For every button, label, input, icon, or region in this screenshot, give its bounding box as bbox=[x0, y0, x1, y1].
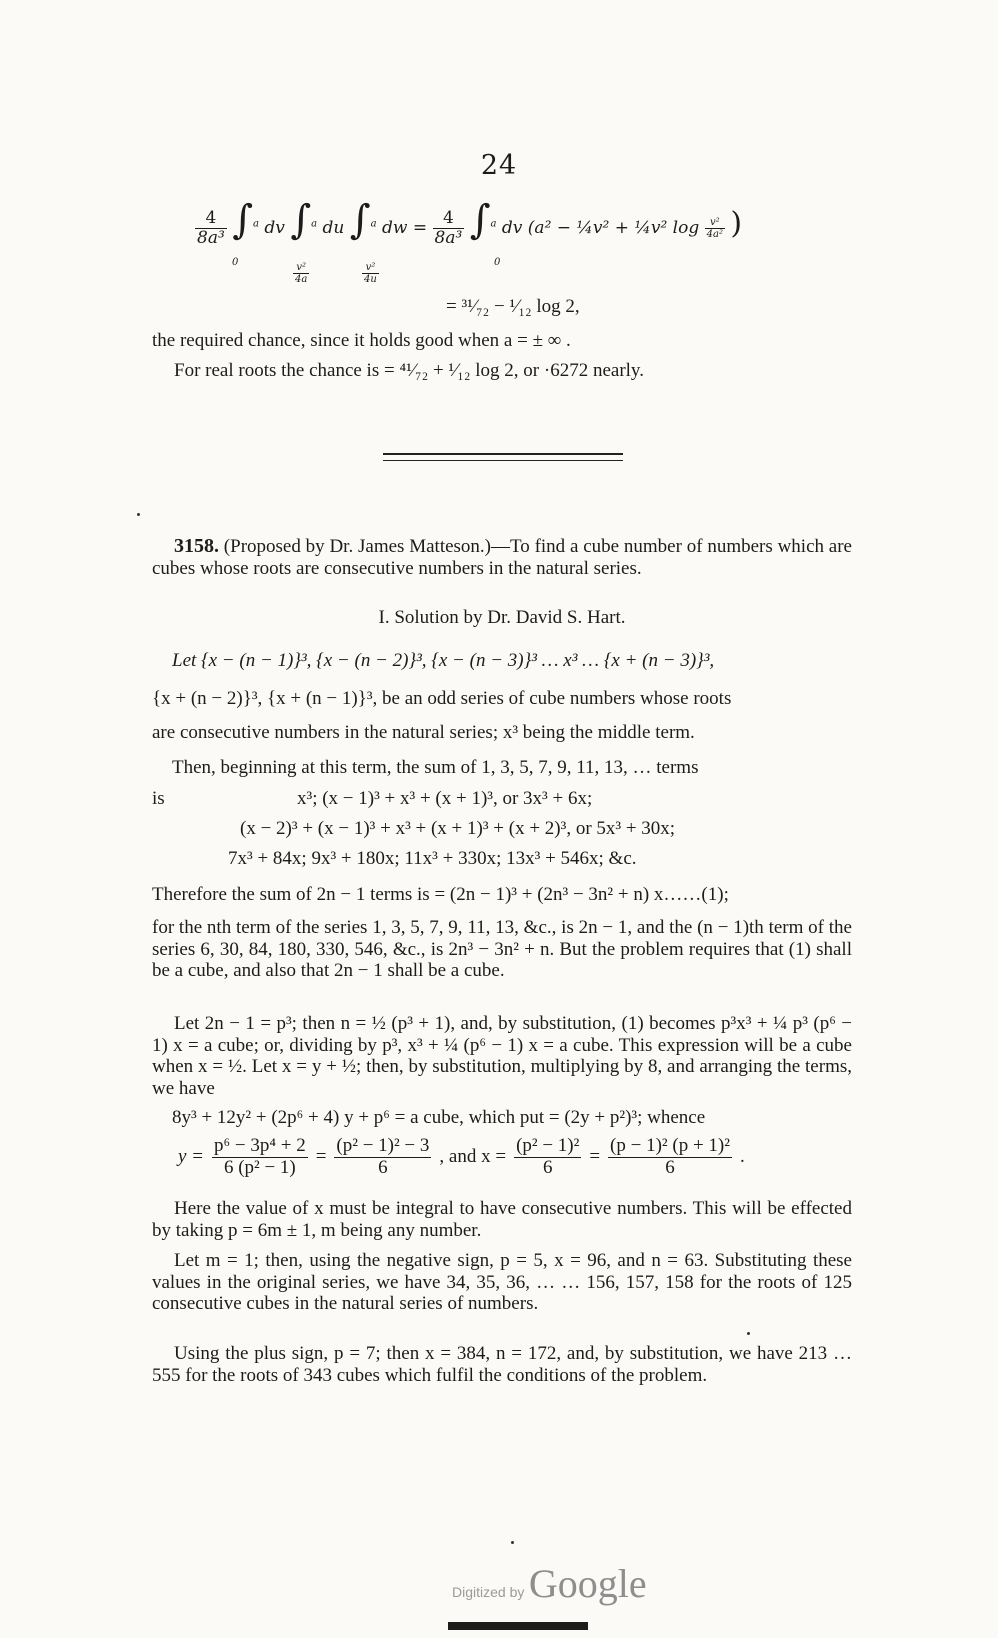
log-fraction: $\frac{\text{v²}}{\text{4a²}}$ bbox=[706, 217, 723, 240]
bottom-edge-bar bbox=[448, 1622, 588, 1630]
lower-limit-1: 0 bbox=[232, 257, 239, 268]
line-then-2: x³; (x − 1)³ + x³ + (x + 1)³, or 3x³ + 6x; bbox=[297, 788, 593, 809]
line-then-1: Then, beginning at this term, the sum of 1, 3, 5, 7, 9, 11, 13, … terms bbox=[172, 757, 699, 778]
page-number: 24 bbox=[480, 150, 518, 181]
paragraph-negative-sign: Let m = 1; then, using the negative sign, p = 5, x = 96, and n = 63. Substituting these values in the original series, we have 34, 35, 36, … … 156, 157, 158 for the roots of 125 consecutive cubes in the natural series of numbers. bbox=[152, 1250, 852, 1314]
speck bbox=[747, 1332, 750, 1335]
speck bbox=[137, 513, 140, 516]
line-is-label: is bbox=[152, 788, 165, 809]
rhs-coefficient: $\frac{4}{\text{8a³}}$ bbox=[434, 208, 463, 248]
y-fraction-2: $\frac{\text{(p² − 1)² − 3}}{6}$ bbox=[336, 1135, 430, 1178]
line-let-3: are consecutive numbers in the natural series; x³ being the middle term. bbox=[152, 722, 695, 743]
line-cube-equation: 8y³ + 12y² + (2p⁶ + 4) y + p⁶ = a cube, which put = (2y + p²)³; whence bbox=[172, 1107, 706, 1128]
lhs-coefficient: $\frac{4}{\text{8a³}}$ bbox=[197, 208, 225, 248]
lower-limit-2: $\frac{\text{v²}}{4a}$ bbox=[295, 262, 308, 285]
y-fraction-1: $\frac{\text{p⁶ − 3p⁴ + 2}}{\text{6 (p² − 1)}}$ bbox=[214, 1135, 306, 1178]
paragraph-real-roots: For real roots the chance is = ⁴¹⁄₇₂ + ¹⁄₁₂ log 2, or ·6272 nearly. bbox=[174, 360, 644, 381]
problem-number: 3158. bbox=[174, 535, 219, 557]
line-let-1: Let {x − (n − 1)}³, {x − (n − 2)}³, {x − (n − 3)}³ … x³ … {x + (n − 3)}³, bbox=[172, 650, 715, 671]
integral-sign: ∫ bbox=[469, 197, 491, 243]
paragraph-substitution: Let 2n − 1 = p³; then n = ½ (p³ + 1), and, by substitution, (1) becomes p³x³ + ¼ p³ (p⁶ − 1) x = a cube; or, dividing by p³, x³ + ¼ (p⁶ − 1) x = a cube. This expression will be a cube when x = ½. Let x = y + ½; then, by substitution, multiplying by 8, and arranging the terms, we have bbox=[152, 1013, 852, 1099]
problem-statement bbox=[152, 536, 852, 579]
speck bbox=[511, 1541, 514, 1544]
integral-sign: ∫ bbox=[349, 197, 371, 243]
problem-text: (Proposed by Dr. James Matteson.)—To find a cube number of numbers which are cubes whose roots are consecutive numbers in the natural series. bbox=[152, 536, 852, 579]
lower-limit-3: $\frac{\text{v²}}{4u}$ bbox=[364, 262, 377, 285]
line-then-4: 7x³ + 84x; 9x³ + 180x; 11x³ + 330x; 13x³ + 546x; &c. bbox=[228, 848, 637, 869]
google-logo: Google bbox=[528, 1561, 647, 1606]
x-fraction-1: $\frac{\text{(p² − 1)²}}{6}$ bbox=[516, 1135, 580, 1178]
paragraph-nth-term: for the nth term of the series 1, 3, 5, 7, 9, 11, 13, &c., is 2n − 1, and the (n − 1)th term of the series 6, 30, 84, 180, 330, 546, &c., is 2n³ − 3n² + n. But the problem requires that (1) shall be a cube, and also that 2n − 1 shall be a cube. bbox=[152, 917, 852, 981]
paragraph-integral-value: Here the value of x must be integral to have consecutive numbers. This will be effected by taking p = 6m ± 1, m being any number. bbox=[152, 1198, 852, 1241]
lower-limit-4: 0 bbox=[494, 257, 501, 268]
section-divider-thin bbox=[383, 460, 623, 461]
x-fraction-2: $\frac{\text{(p − 1)² (p + 1)²}}{6}$ bbox=[610, 1135, 730, 1178]
line-y-x-fractions: y = $\frac{\text{p⁶ − 3p⁴ + 2}}{\text{6 (p² − 1)}}$ = $\frac{\text{(p² − 1)² − 3}}{6}$ , and x = $\frac{\text{(p² − 1)²}}{6}$ = $\frac{\text{(p − 1)² (p + 1)²}}{6}$ . bbox=[178, 1135, 745, 1178]
integral-equation: $\frac{4}{\text{8a³}}$ ∫$^a$ dv ∫$^a$ du ∫$^a$ dw = $\frac{4}{\text{8a³}}$ ∫$^a$ dv (a² − ¼v² + ¼v² log $\frac{\text{v²}}{\text{4a²}}$ ) bbox=[197, 197, 743, 248]
line-therefore: Therefore the sum of 2n − 1 terms is = (2n − 1)³ + (2n³ − 3n² + n) x……(1); bbox=[152, 884, 729, 905]
line-let-2: {x + (n − 2)}³, {x + (n − 1)}³, be an odd series of cube numbers whose roots bbox=[152, 688, 732, 709]
solution-heading: I. Solution by Dr. David S. Hart. bbox=[378, 607, 626, 628]
integral-sign: ∫ bbox=[290, 197, 312, 243]
paragraph-plus-sign: Using the plus sign, p = 7; then x = 384, n = 172, and, by substitution, we have 213 … 555 for the roots of 343 cubes which fulfil the conditions of the problem. bbox=[152, 1343, 852, 1386]
integral-result: = ³¹⁄₇₂ − ¹⁄₁₂ log 2, bbox=[446, 296, 580, 317]
paragraph-chance: the required chance, since it holds good when a = ± ∞ . bbox=[152, 330, 571, 351]
integral-sign: ∫ bbox=[232, 197, 254, 243]
line-then-3: (x − 2)³ + (x − 1)³ + x³ + (x + 1)³ + (x + 2)³, or 5x³ + 30x; bbox=[240, 818, 676, 839]
digitized-by-google-watermark: Digitized by Google bbox=[452, 1561, 647, 1606]
section-divider bbox=[383, 453, 623, 455]
